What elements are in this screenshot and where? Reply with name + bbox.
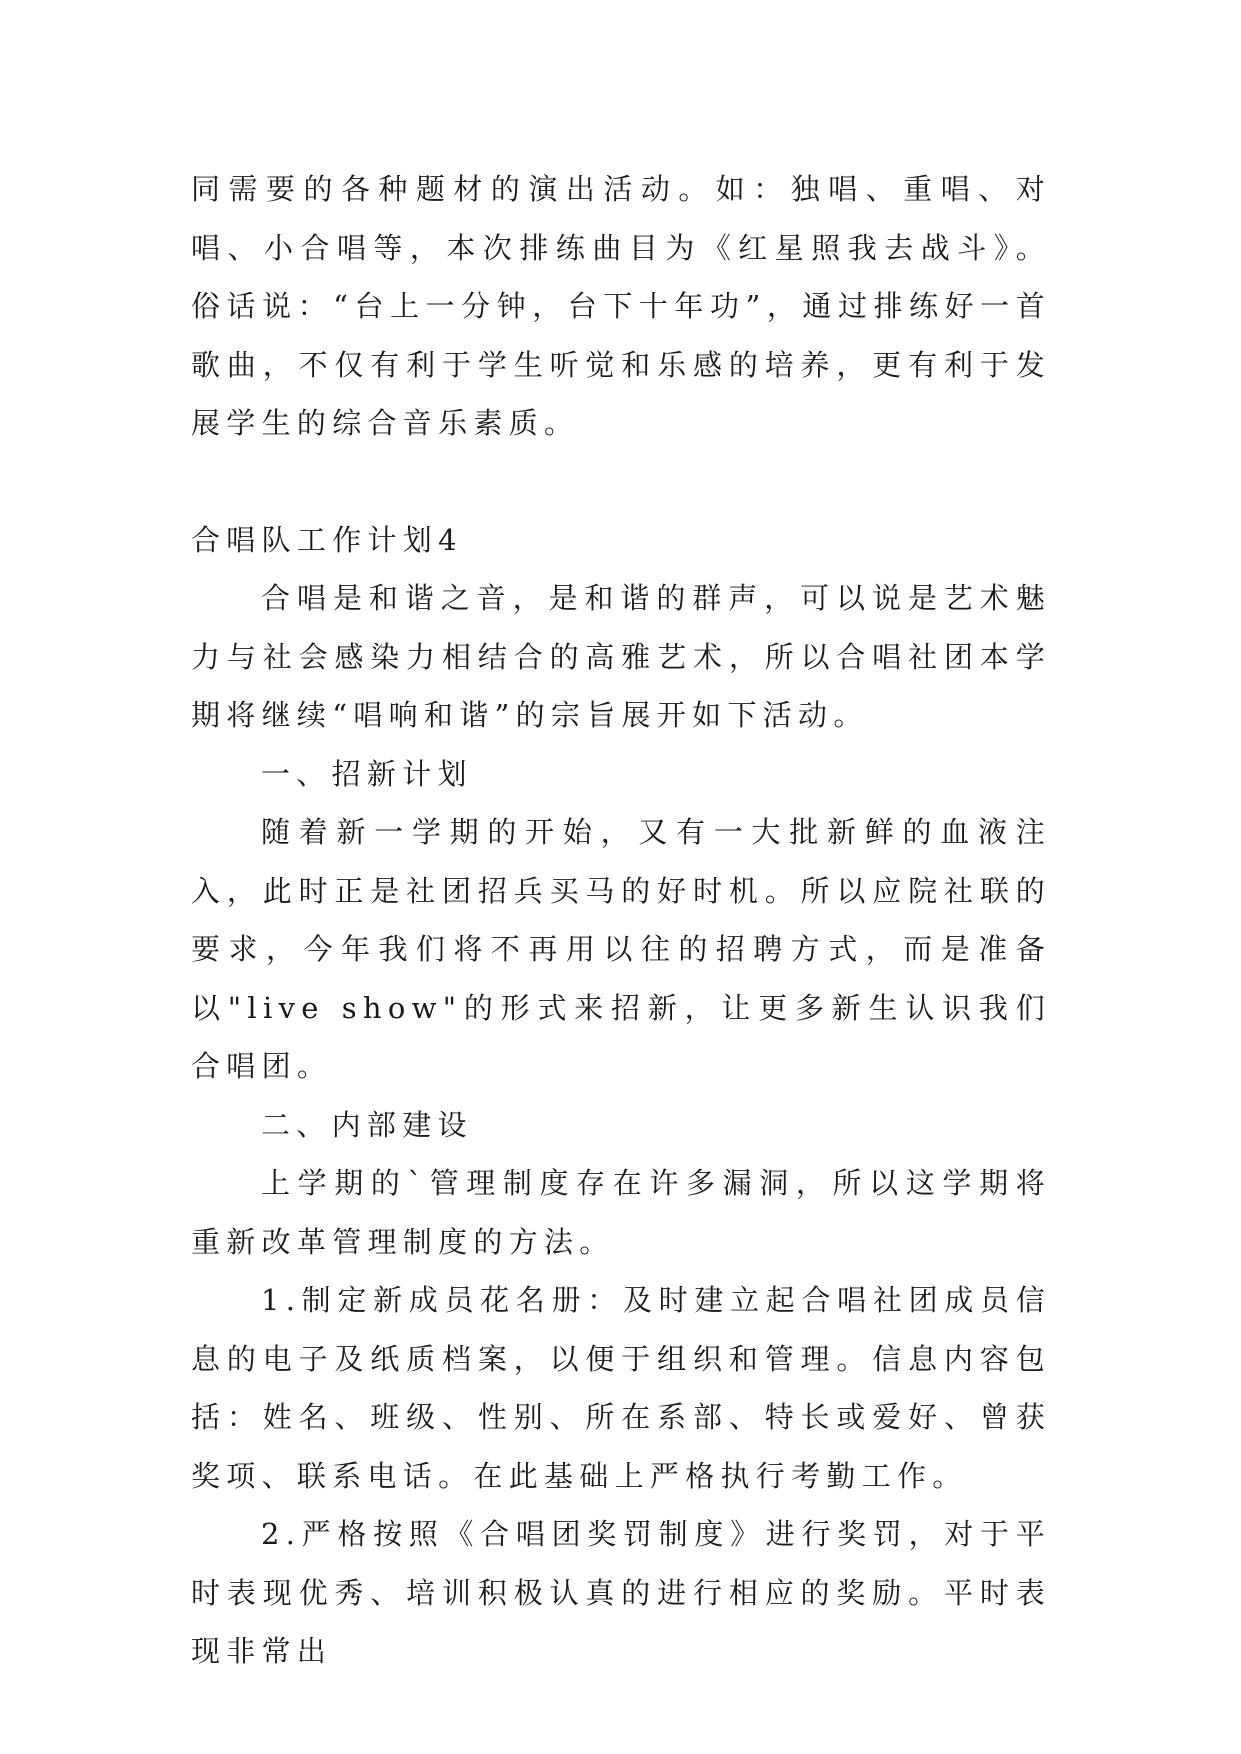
- paragraph-recruitment: 随着新一学期的开始，又有一大批新鲜的血液注入，此时正是社团招兵买马的好时机。所以应院社联的要求，今年我们将不再用以往的招聘方式，而是准备以"live show"的形式来招新，让更多新生认识我们合唱团。: [191, 815, 1051, 1083]
- subheading-internal-building: 二、内部建设: [261, 1107, 473, 1142]
- paragraph-intro: 合唱是和谐之音，是和谐的群声，可以说是艺术魅力与社会感染力相结合的高雅艺术，所以合唱社团本学期将继续“唱响和谐”的宗旨展开如下活动。: [191, 581, 1051, 732]
- paragraph-management: 上学期的`管理制度存在许多漏洞，所以这学期将重新改革管理制度的方法。: [191, 1166, 1051, 1259]
- section-heading: 合唱队工作计划4: [191, 522, 463, 557]
- paragraph-continuation: 同需要的各种题材的演出活动。如：独唱、重唱、对唱、小合唱等，本次排练曲目为《红星照我去战斗》。俗话说：“台上一分钟，台下十年功”，通过排练好一首歌曲，不仅有利于学生听觉和乐感的培养，更有利于发展学生的综合音乐素质。: [191, 172, 1051, 440]
- subheading-recruitment: 一、招新计划: [261, 756, 473, 791]
- list-item-roster: 1.制定新成员花名册：及时建立起合唱社团成员信息的电子及纸质档案，以便于组织和管理。信息内容包括：姓名、班级、性别、所在系部、特长或爱好、曾获奖项、联系电话。在此基础上严格执行考勤工作。: [191, 1283, 1051, 1493]
- list-item-rewards: 2.严格按照《合唱团奖罚制度》进行奖罚，对于平时表现优秀、培训积极认真的进行相应的奖励。平时表现非常出: [191, 1517, 1051, 1668]
- document-body: [191, 160, 1051, 1681]
